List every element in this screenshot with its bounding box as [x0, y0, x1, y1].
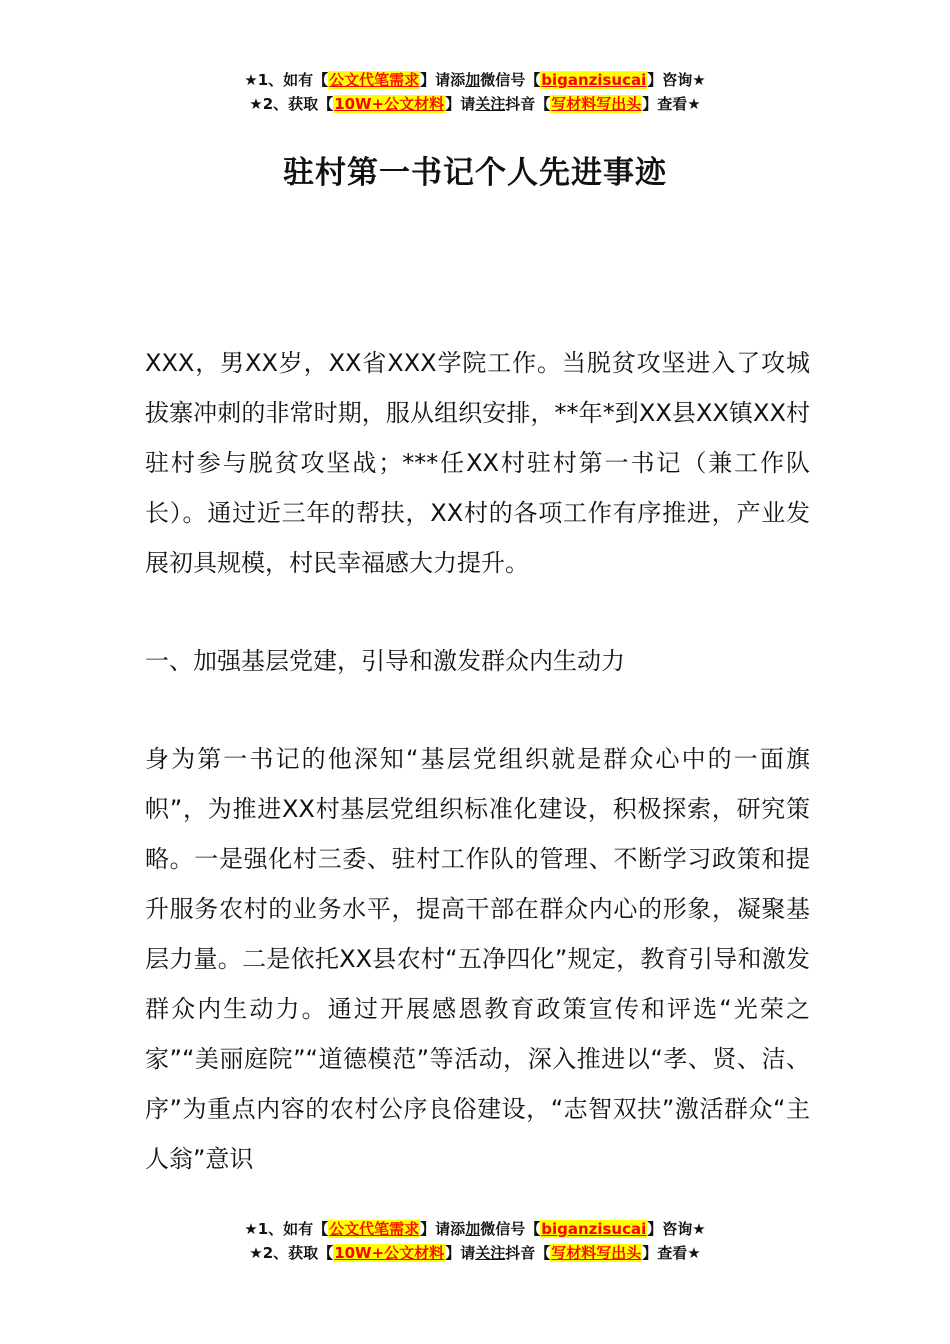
footer-banner — [0, 1217, 950, 1265]
document-body — [145, 338, 810, 1232]
wechat-id-highlight: biganzisucai — [541, 71, 647, 89]
materials-highlight: 10W+公文材料 — [334, 95, 445, 113]
banner-line-1: ★1、如有【公文代笔需求】请添加微信号【biganzisucai】咨询★ — [244, 71, 706, 89]
douyin-id-highlight: 写材料写出头 — [551, 1244, 642, 1262]
ghostwriting-highlight: 公文代笔需求 — [329, 1220, 420, 1238]
ghostwriting-highlight: 公文代笔需求 — [329, 71, 420, 89]
wechat-id-highlight: biganzisucai — [541, 1220, 647, 1238]
document-title: 驻村第一书记个人先进事迹 — [283, 155, 667, 191]
douyin-id-highlight: 写材料写出头 — [551, 95, 642, 113]
banner-line-1: ★1、如有【公文代笔需求】请添加微信号【biganzisucai】咨询★ — [244, 1220, 706, 1238]
banner-line-2: ★2、获取【10W+公文材料】请关注抖音【写材料写出头】查看★ — [249, 1244, 701, 1262]
header-banner — [0, 68, 950, 116]
section-1-heading: 一、加强基层党建，引导和激发群众内生动力 — [145, 647, 625, 675]
banner-line-2: ★2、获取【10W+公文材料】请关注抖音【写材料写出头】查看★ — [249, 95, 701, 113]
materials-highlight: 10W+公文材料 — [334, 1244, 445, 1262]
intro-paragraph: XXX，男XX岁，XX省XXX学院工作。当脱贫攻坚进入了攻城拔寨冲刺的非常时期，服从组织安排，**年*到XX县XX镇XX村驻村参与脱贫攻坚战；***任XX村驻村第一书记（兼工作队长）。通过近三年的帮扶，XX村的各项工作有序推进，产业发展初具规模，村民幸福感大力提升。 — [145, 349, 810, 577]
section-1-paragraph: 身为第一书记的他深知“基层党组织就是群众心中的一面旗帜”，为推进XX村基层党组织标准化建设，积极探索，研究策略。一是强化村三委、驻村工作队的管理、不断学习政策和提升服务农村的业务水平，提高干部在群众内心的形象，凝聚基层力量。二是依托XX县农村“五净四化”规定，教育引导和激发群众内生动力。通过开展感恩教育政策宣传和评选“光荣之家”“美丽庭院”“道德模范”等活动，深入推进以“孝、贤、洁、序”为重点内容的农村公序良俗建设，“志智双扶”激活群众“主人翁”意识 — [145, 745, 810, 1173]
